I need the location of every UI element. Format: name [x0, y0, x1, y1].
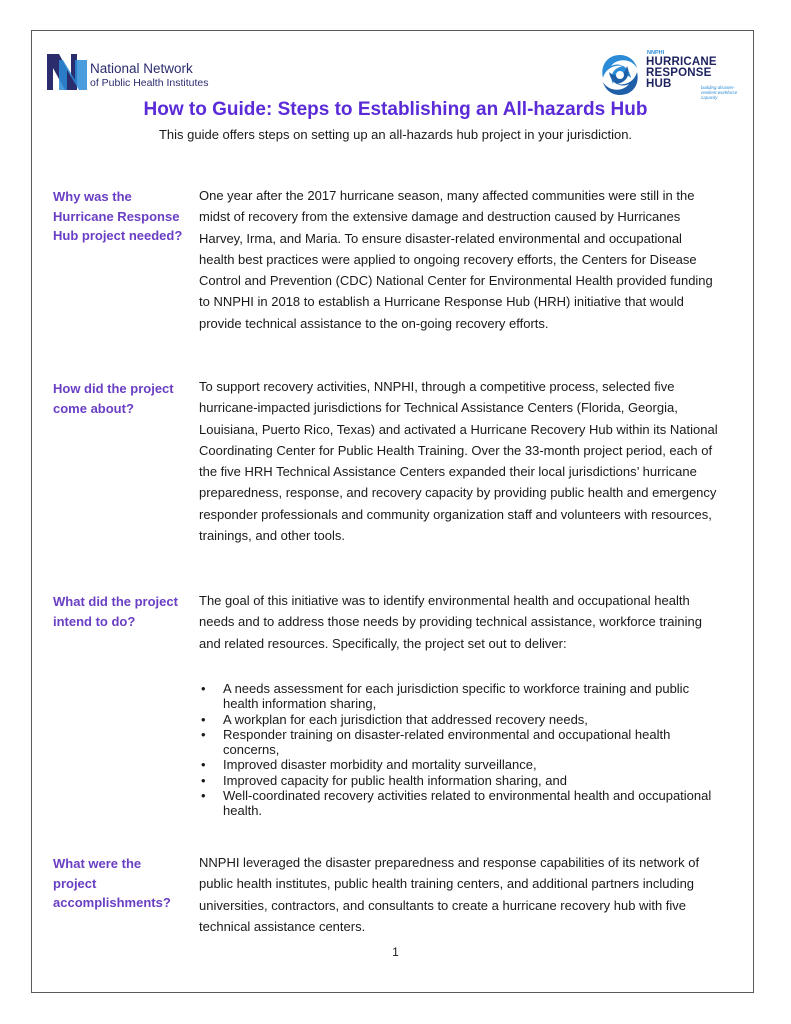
bullet-icon: • — [201, 711, 206, 727]
logo-big-line-1: HURRICANE — [646, 56, 717, 68]
page-subtitle: This guide offers steps on setting up an all-hazards hub project in your jurisdiction. — [158, 127, 633, 142]
list-item — [199, 712, 719, 727]
page-number: 1 — [392, 945, 399, 959]
section-body-intend: The goal of this initiative was to identify environmental health and occupational health needs and to address those needs by providing technical assistance, workforce training and related resources. Specifically, the project set out to deliver: — [199, 593, 702, 651]
list-item — [199, 681, 719, 712]
section-body-how: To support recovery activities, NNPHI, through a competitive process, selected five hurricane-impacted jurisdictions for Technical Assistance Centers (Florida, Georgia, Louisiana, Puerto Rico, Texas) and activated a Hurricane Recovery Hub within its National Coordinating Center for Public Health Training. Over the 33-month project period, each of the five HRH Technical Assistance Centers expanded their local jurisdictions’ hurricane preparedness, response, and recovery capacity by providing public health and emergency responder professionals and community organization staff and volunteers with resources, trainings, and other tools. — [199, 379, 718, 544]
org-name — [90, 62, 208, 90]
org-name-line1: National Network — [90, 61, 193, 76]
list-item — [199, 773, 719, 788]
bullet-icon: • — [201, 726, 206, 742]
logo-tagline: building disaster-resilient workforce capacity — [701, 85, 738, 100]
page-title: How to Guide: Steps to Establishing an All-hazards Hub — [143, 99, 648, 120]
list-item-text: Well-coordinated recovery activities related to environmental health and occupational health. — [223, 788, 712, 819]
section-label-how: How did the project come about? — [53, 381, 174, 416]
nnphi-logo — [45, 50, 235, 95]
list-item-text: A workplan for each jurisdiction that addressed recovery needs, — [223, 711, 588, 727]
list-item-text: Improved capacity for public health information sharing, and — [223, 772, 567, 788]
list-item-text: Improved disaster morbidity and mortality surveillance, — [223, 757, 537, 773]
section-body-why: One year after the 2017 hurricane season, many affected communities were still in the midst of recovery from the extensive damage and destruction caused by Hurricanes Harvey, Irma, and Maria. To ensure disaster-related environmental and occupational health best practices were applied to ongoing recovery efforts, the Centers for Disease Control and Prevention (CDC) National Center for Environmental Health provided funding to NNPHI in 2018 to establish a Hurricane Response Hub (HRH) initiative that would provide technical assistance to the on-going recovery efforts. — [199, 188, 713, 331]
list-item — [199, 757, 719, 772]
section-label-intend: What did the project intend to do? — [53, 594, 178, 629]
list-item — [199, 727, 719, 758]
section-label-accomplishments: What were the project accomplishments? — [53, 856, 171, 910]
list-item-text: A needs assessment for each jurisdiction specific to workforce training and public health information sharing, — [223, 681, 690, 712]
bullet-icon: • — [201, 681, 206, 696]
list-item — [199, 788, 719, 819]
deliverables-list — [199, 681, 719, 819]
bullet-icon: • — [201, 788, 206, 804]
nnphi-logo-icon — [45, 50, 89, 92]
logo-big-line-3: HUB — [646, 78, 672, 90]
logo-small-text: NNPHI — [647, 50, 665, 56]
logo-big-line-2: RESPONSE — [646, 67, 712, 79]
org-name-line2: of Public Health Institutes — [90, 77, 209, 89]
list-item-text: Responder training on disaster-related environmental and occupational health concerns, — [223, 726, 671, 758]
bullet-icon: • — [201, 757, 206, 773]
section-body-accomplishments: NNPHI leveraged the disaster preparedness and response capabilities of its network of public health institutes, public health training centers, and additional partners including universities, contractors, and consultants to create a hurricane recovery hub with five technical assistance centers. — [199, 855, 700, 934]
hurricane-response-hub-logo — [597, 50, 747, 100]
section-label-why: Why was the Hurricane Response Hub project needed? — [53, 189, 183, 243]
bullet-icon: • — [201, 772, 206, 788]
hurricane-swirl-icon — [597, 52, 643, 98]
